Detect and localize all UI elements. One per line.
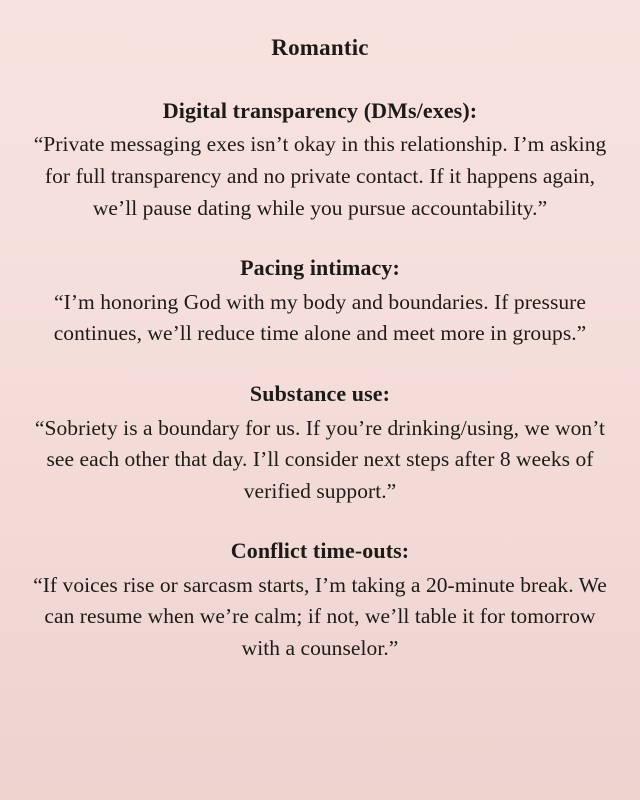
section-heading: Digital transparency (DMs/exes): xyxy=(162,97,478,123)
section-body: “I’m honoring God with my body and boundaries. If pressure continues, we’ll reduce time alone and meet more in groups.” xyxy=(53,289,587,346)
section-body: “Sobriety is a boundary for us. If you’re drinking/using, we won’t see each other that day. I’ll consider next steps after 8 weeks of verified support.” xyxy=(34,415,606,503)
section-heading: Pacing intimacy: xyxy=(240,255,400,281)
section-heading: Conflict time-outs: xyxy=(230,538,410,564)
section-conflict-time-outs xyxy=(22,537,618,664)
page-title: Romantic xyxy=(271,35,369,60)
section-pacing-intimacy xyxy=(22,254,618,350)
section-body: “If voices rise or sarcasm starts, I’m taking a 20-minute break. We can resume when we’re calm; if not, we’ll table it for tomorrow with a counselor.” xyxy=(33,572,607,661)
section-substance-use xyxy=(22,380,618,507)
section-body: “Private messaging exes isn’t okay in this relationship. I’m asking for full transparency and no private contact. If it happens again, we’ll pause dating while you pursue accountability.” xyxy=(33,132,607,220)
section-digital-transparency xyxy=(22,97,618,224)
section-heading: Substance use: xyxy=(249,380,391,406)
